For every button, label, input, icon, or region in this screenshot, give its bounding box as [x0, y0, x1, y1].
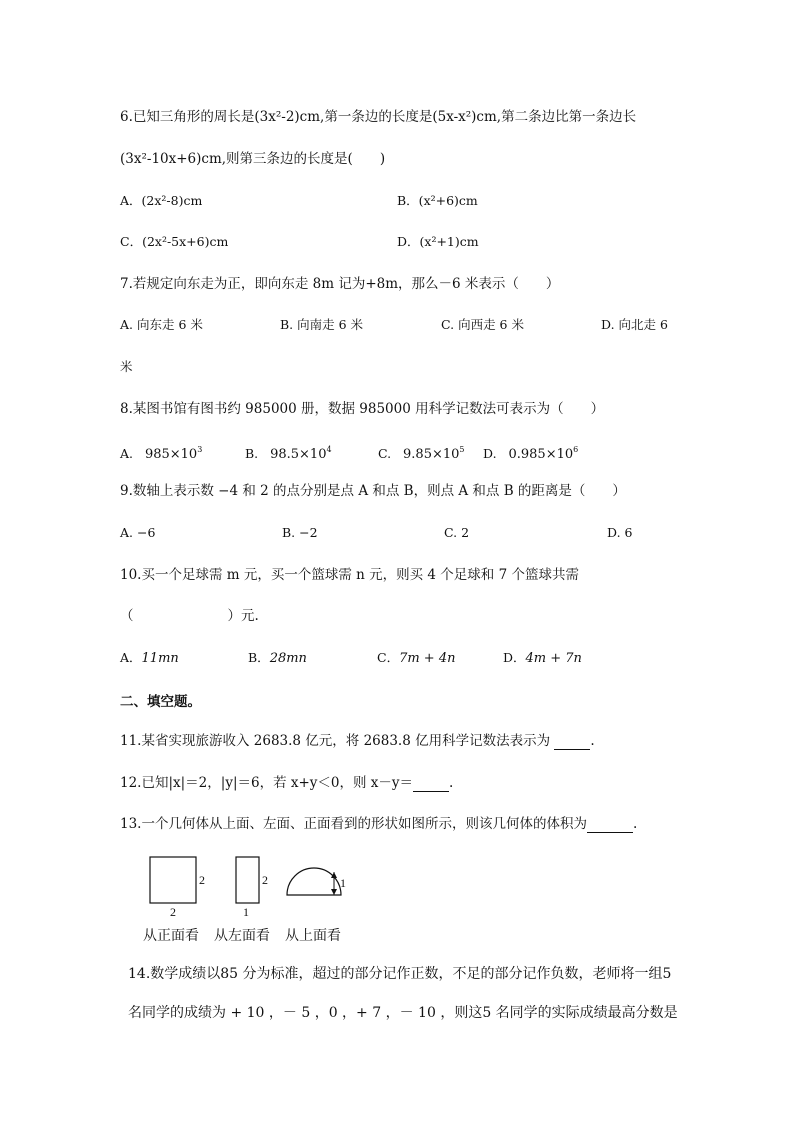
left-view-side-length: 2 — [262, 873, 268, 887]
q12-end: . — [449, 775, 454, 791]
left-view-rectangle — [236, 857, 259, 903]
q14-line1: 14.数学成绩以85 分为标准，超过的部分记作正数，不足的部分记作负数，老师将一组5 — [128, 966, 672, 982]
q10-stem: 10.买一个足球需 m 元，买一个篮球需 n 元，则买 4 个足球和 7 个篮球共需 — [120, 567, 579, 583]
q10-option-a-letter: A． — [120, 650, 142, 665]
q14-line2: 名同学的成绩为 + 10 ，－ 5 ，0 ，+ 7 ，－ 10 ，则这5 名同学的实际成绩最高分数是 — [128, 1005, 678, 1021]
q6-option-d: D．(x²+1)cm — [397, 234, 479, 249]
q10-option-a-expr: 11mn — [141, 651, 179, 666]
q7-stem: 7.若规定向东走为正，即向东走 8m 记为+8m，那么－6 米表示（ ） — [120, 276, 560, 292]
q8-option-c-exp: 5 — [459, 445, 465, 454]
top-view-height: 1 — [340, 876, 346, 890]
q10-option-b-expr: 28mn — [269, 651, 307, 666]
q7-option-a: A. 向东走 6 米 — [120, 317, 203, 332]
q9-option-b: B. −2 — [282, 525, 318, 540]
q8-option-d-letter: D. — [483, 446, 497, 461]
q8-option-c-letter: C. — [378, 446, 392, 461]
q11-end: . — [590, 733, 595, 749]
q10-option-c-letter: C． — [377, 650, 400, 665]
q13-stem: 13.一个几何体从上面、左面、正面看到的形状如图所示，则该几何体的体积为 — [120, 816, 587, 832]
q8-option-b-letter: B. — [245, 446, 259, 461]
label-top-view: 从上面看 — [285, 928, 341, 944]
q8-option-b-exp: 4 — [326, 445, 332, 454]
q8-option-c-base: 9.85×10 — [403, 447, 460, 462]
label-left-view: 从左面看 — [214, 928, 270, 944]
front-view-bottom-length: 2 — [170, 905, 176, 919]
q8-option-a-exp: 3 — [197, 445, 203, 454]
q9-option-c: C. 2 — [444, 525, 470, 540]
q6-stem-line1: 6.已知三角形的周长是(3x²-2)cm,第一条边的长度是(5x-x²)cm,第二条边比第一条边长 — [120, 109, 637, 125]
q10-option-d-expr: 4m + 7n — [525, 651, 582, 666]
q10-option-c-expr: 7m + 4n — [399, 651, 456, 666]
q8-stem: 8.某图书馆有图书约 985000 册，数据 985000 用科学记数法可表示为（ ） — [120, 401, 605, 417]
q6-option-b: B．(x²+6)cm — [397, 193, 478, 208]
q8-option-a-base: 985×10 — [144, 447, 198, 462]
q7-option-b: B. 向南走 6 米 — [280, 317, 364, 332]
q10-open-paren: （ — [120, 608, 134, 624]
q6-option-a: A．(2x²-8)cm — [120, 193, 203, 208]
q10-close-paren: ）元. — [227, 608, 259, 624]
label-front-view: 从正面看 — [143, 928, 199, 944]
q11-stem: 11.某省实现旅游收入 2683.8 亿元，将 2683.8 亿用科学记数法表示为 — [120, 733, 551, 749]
front-view-square — [150, 857, 196, 903]
q13-end: . — [632, 816, 638, 832]
q10-option-b-letter: B． — [248, 650, 270, 665]
section-fill-in-blank-heading: 二、填空题。 — [120, 694, 201, 710]
left-view-bottom-length: 1 — [243, 905, 249, 919]
q7-option-d: D. 向北走 6 — [601, 317, 668, 332]
q9-option-d: D. 6 — [607, 525, 633, 540]
q10-option-d-letter: D． — [503, 650, 526, 665]
q8-option-d-base: 0.985×10 — [508, 447, 574, 462]
q6-option-c: C．(2x²-5x+6)cm — [120, 234, 229, 249]
front-view-side-length: 2 — [199, 873, 205, 887]
q7-option-c: C. 向西走 6 米 — [441, 317, 524, 332]
dimension-arrow-down-icon — [331, 889, 337, 895]
q9-option-a: A. −6 — [120, 525, 156, 540]
q8-option-a-letter: A. — [120, 446, 134, 461]
q8-option-d-exp: 6 — [573, 445, 579, 454]
q7-option-d-wrap: 米 — [120, 359, 133, 374]
q9-stem: 9.数轴上表示数 −4 和 2 的点分别是点 A 和点 B，则点 A 和点 B 的距离是（ ） — [120, 483, 626, 499]
q6-stem-line2: (3x²-10x+6)cm,则第三条边的长度是( ) — [120, 151, 386, 167]
q12-stem: 12.已知|x|＝2，|y|＝6，若 x+y＜0，则 x－y＝ — [120, 775, 414, 791]
q8-option-b-base: 98.5×10 — [270, 447, 327, 462]
